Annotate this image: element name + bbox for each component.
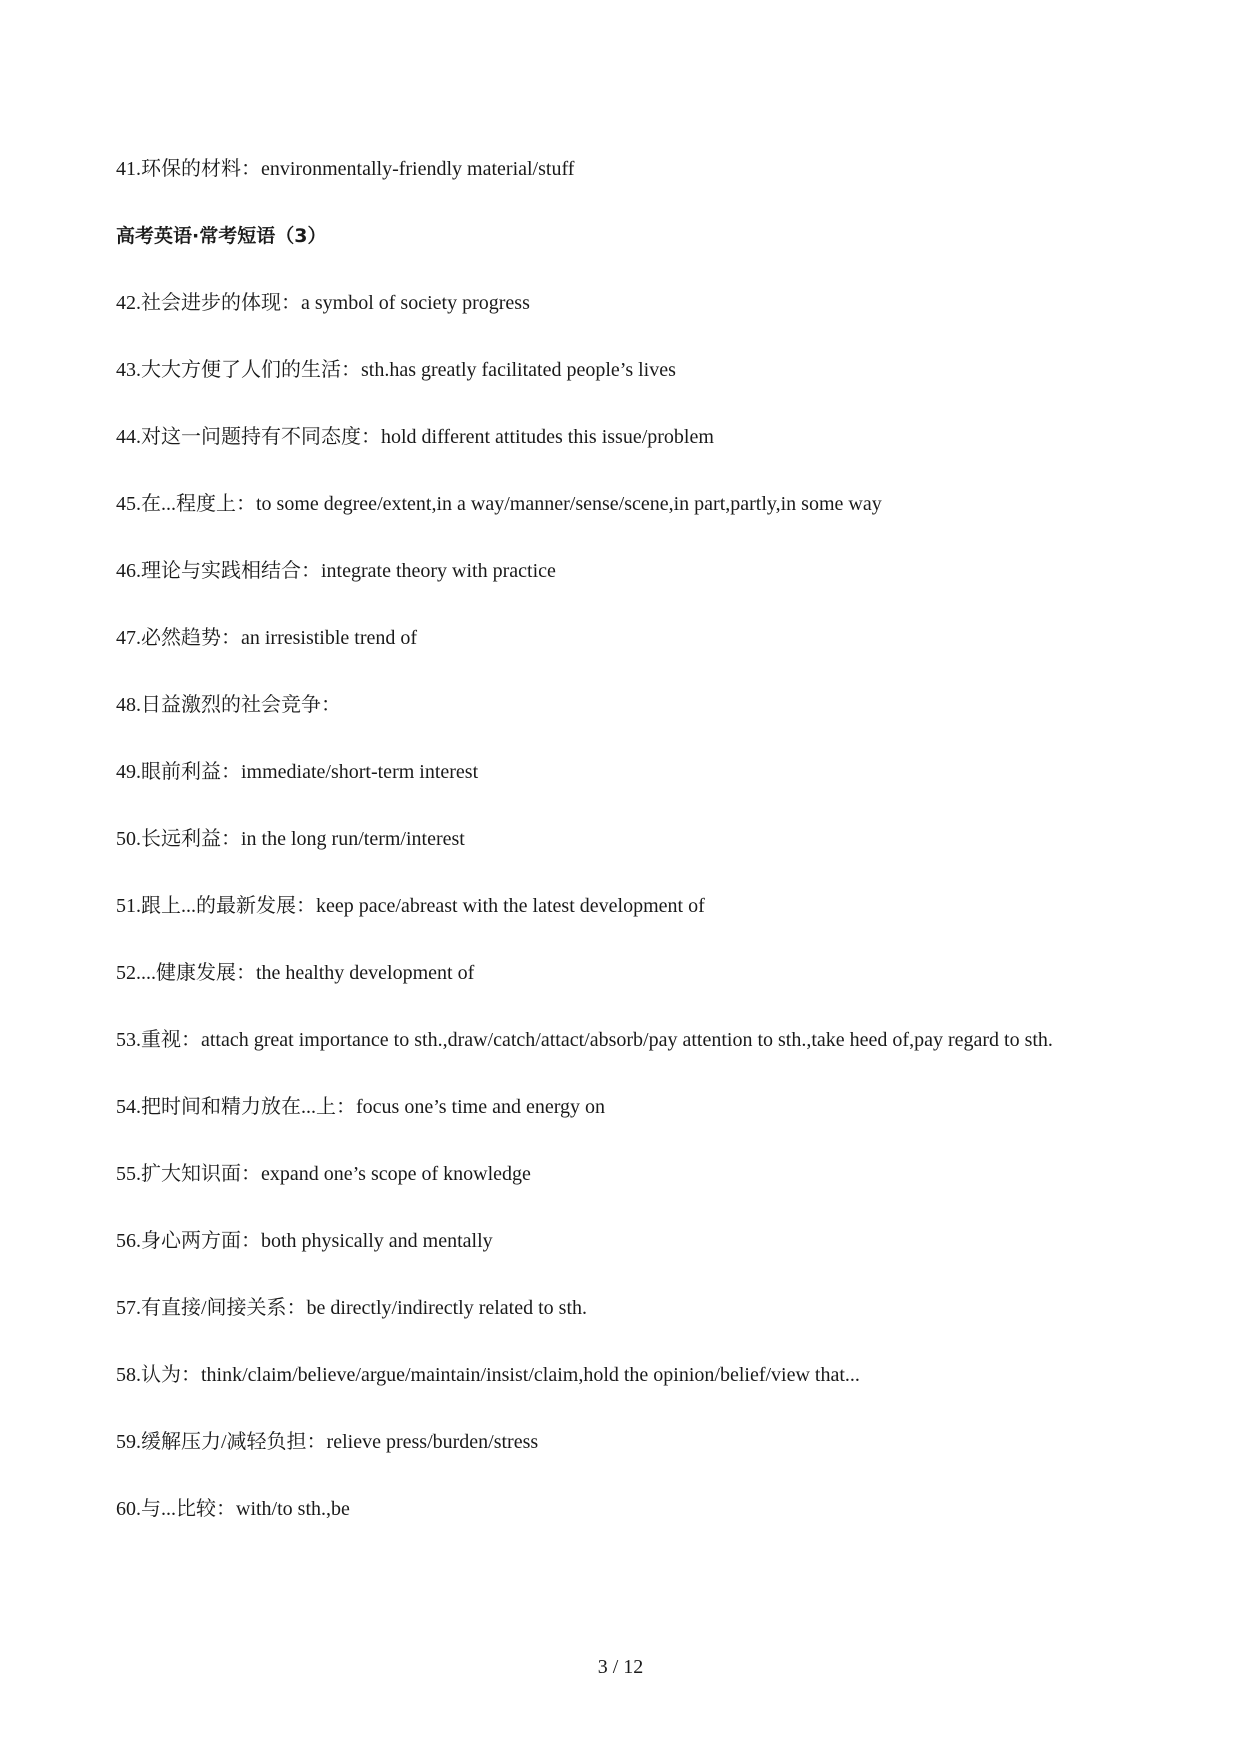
phrase-55: 55.扩大知识面：expand one’s scope of knowledge <box>116 1163 531 1185</box>
phrase-45: 45.在...程度上：to some degree/extent,in a way/manner/sense/scene,in part,partly,in some way <box>116 493 882 515</box>
phrase-56: 56.身心两方面：both physically and mentally <box>116 1230 493 1252</box>
phrase-48: 48.日益激烈的社会竞争： <box>116 694 341 716</box>
phrase-58: 58.认为：think/claim/believe/argue/maintain/insist/claim,hold the opinion/belief/view that... <box>116 1364 860 1386</box>
section-heading: 高考英语·常考短语（3） <box>116 225 327 247</box>
phrase-42: 42.社会进步的体现：a symbol of society progress <box>116 292 530 314</box>
phrase-47: 47.必然趋势：an irresistible trend of <box>116 627 418 649</box>
phrase-54: 54.把时间和精力放在...上：focus one’s time and energy on <box>116 1096 606 1118</box>
phrase-53: 53.重视：attach great importance to sth.,draw/catch/attact/absorb/pay attention to sth.,take heed of,pay regard to sth. <box>116 1029 1053 1051</box>
phrase-52: 52....健康发展：the healthy development of <box>116 962 475 984</box>
phrase-50: 50.长远利益：in the long run/term/interest <box>116 828 465 850</box>
phrase-44: 44.对这一问题持有不同态度：hold different attitudes this issue/problem <box>116 426 714 448</box>
phrase-59: 59.缓解压力/减轻负担：relieve press/burden/stress <box>116 1431 539 1453</box>
page-number: 3 / 12 <box>597 1656 644 1678</box>
phrase-43: 43.大大方便了人们的生活：sth.has greatly facilitated people’s lives <box>116 359 676 381</box>
phrase-41: 41.环保的材料：environmentally-friendly material/stuff <box>116 158 575 180</box>
phrase-51: 51.跟上...的最新发展：keep pace/abreast with the latest development of <box>116 895 705 917</box>
phrase-60: 60.与...比较：with/to sth.,be <box>116 1498 350 1520</box>
phrase-49: 49.眼前利益：immediate/short-term interest <box>116 761 479 783</box>
phrase-46: 46.理论与实践相结合：integrate theory with practice <box>116 560 556 582</box>
document-body <box>116 152 1116 1559</box>
phrase-57: 57.有直接/间接关系：be directly/indirectly related to sth. <box>116 1297 588 1319</box>
